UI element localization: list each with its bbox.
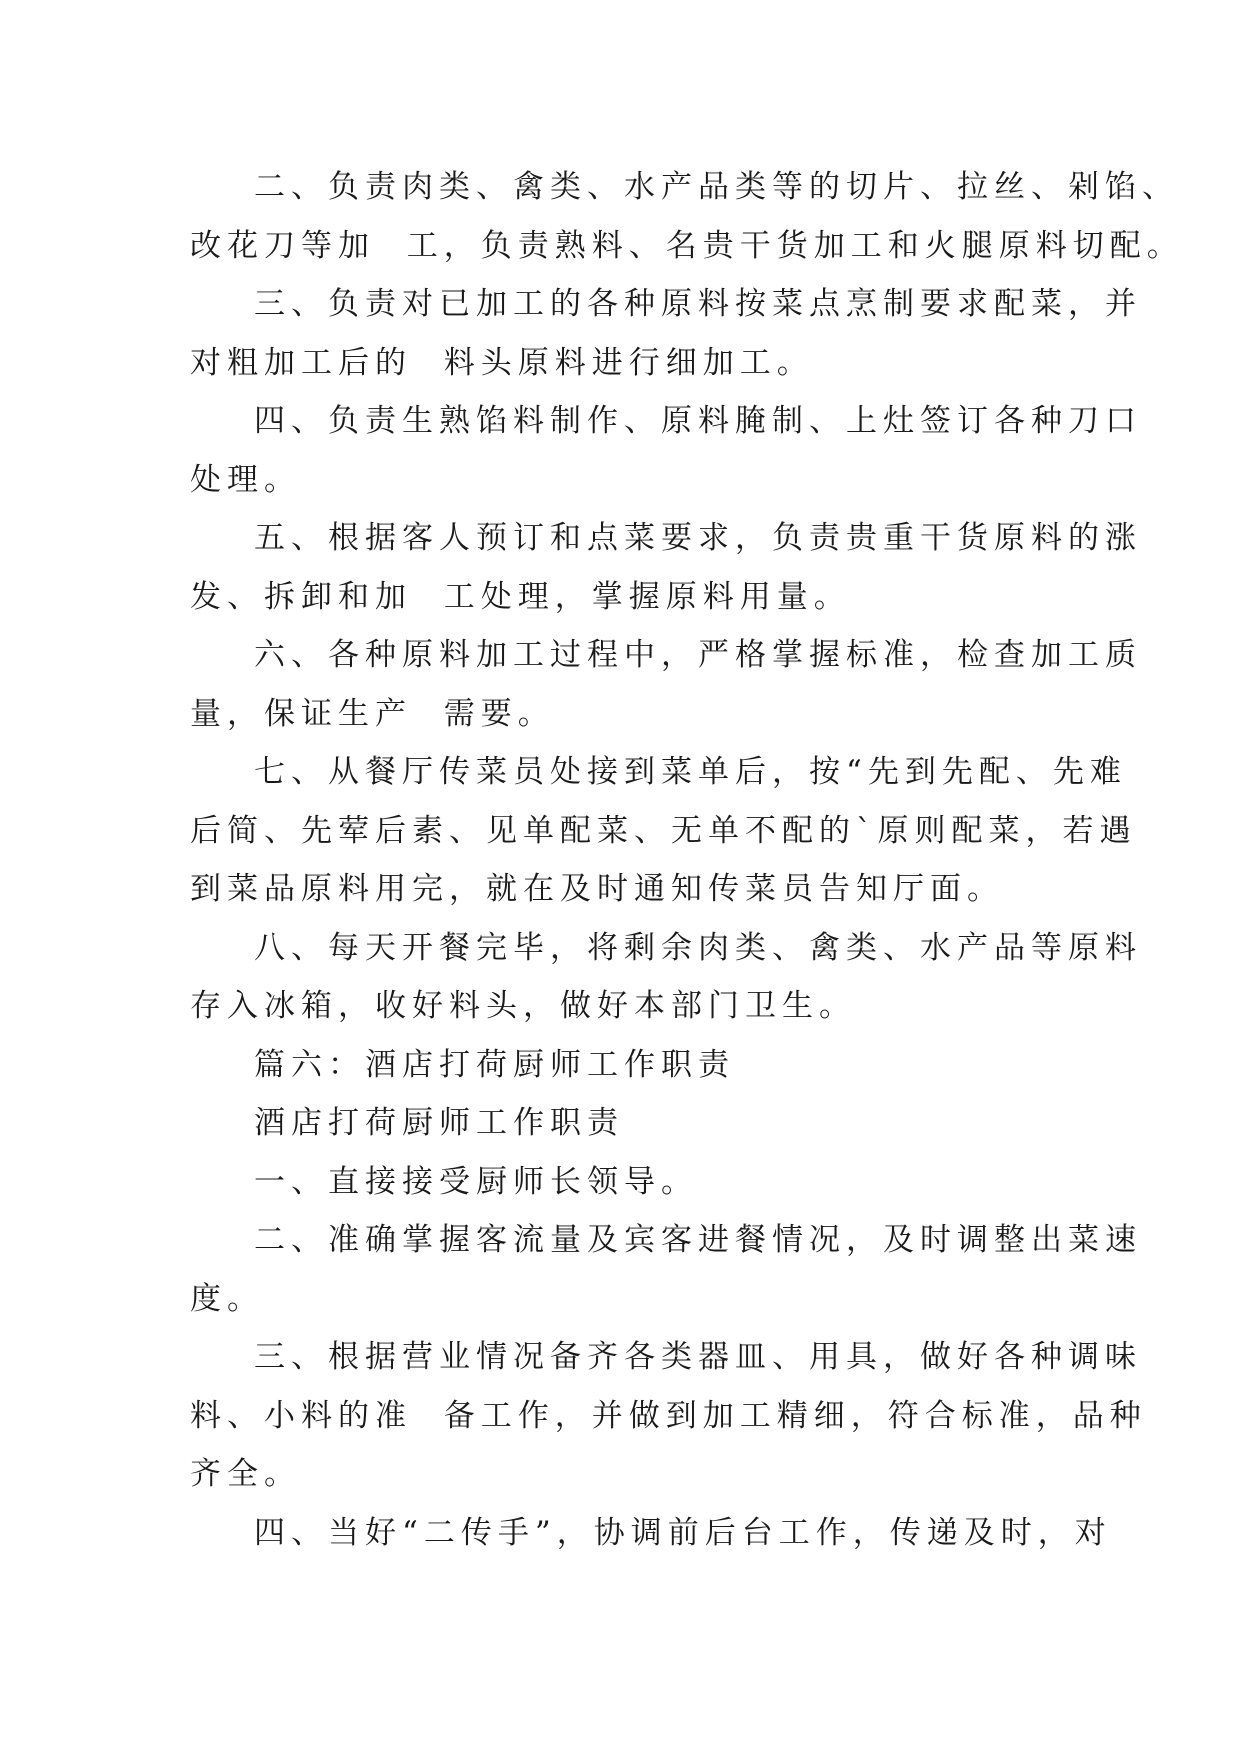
text-line: 齐全。	[190, 1456, 301, 1492]
text-line: 八、每天开餐完毕，将剩余肉类、禽类、水产品等原料	[254, 929, 1142, 966]
text-line: 处理。	[190, 461, 301, 498]
text-line: 料、小料的准 备工作，并做到加工精细，符合标准，品种	[190, 1397, 1147, 1434]
text-line: 一、直接接受厨师长领导。	[254, 1163, 698, 1200]
text-line: 改花刀等加 工，负责熟料、名贵干货加工和火腿原料切配。	[190, 227, 1184, 264]
text-line: 后简、先荤后素、见单配菜、无单不配的`原则配菜，若遇	[190, 812, 1137, 849]
text-line: 对粗加工后的 料头原料进行细加工。	[190, 344, 814, 381]
text-line: 二、准确掌握客流量及宾客进餐情况，及时调整出菜速	[254, 1222, 1142, 1258]
text-line: 三、负责对已加工的各种原料按菜点烹制要求配菜，并	[254, 286, 1142, 322]
section-heading: 篇六：酒店打荷厨师工作职责	[254, 1046, 735, 1083]
text-line: 五、根据客人预订和点菜要求，负责贵重干货原料的涨	[254, 520, 1142, 556]
text-line: 四、当好“二传手”，协调前后台工作，传递及时，对	[254, 1514, 1112, 1551]
text-line: 存入冰箱，收好料头，做好本部门卫生。	[190, 988, 856, 1024]
text-line: 六、各种原料加工过程中，严格掌握标准，检查加工质	[254, 637, 1142, 673]
text-line: 二、负责肉类、禽类、水产品类等的切片、拉丝、剁馅、	[254, 169, 1179, 205]
document-page	[190, 158, 1184, 1562]
text-line: 量，保证生产 需要。	[190, 695, 555, 732]
text-line: 发、拆卸和加 工处理，掌握原料用量。	[190, 578, 851, 615]
text-line: 三、根据营业情况备齐各类器皿、用具，做好各种调味	[254, 1339, 1142, 1375]
text-line: 到菜品原料用完，就在及时通知传菜员告知厅面。	[190, 871, 1004, 907]
section-title: 酒店打荷厨师工作职责	[254, 1105, 624, 1141]
text-line: 七、从餐厅传菜员处接到菜单后，按“先到先配、先难	[254, 754, 1127, 790]
text-line: 度。	[190, 1280, 264, 1317]
text-line: 四、负责生熟馅料制作、原料腌制、上灶签订各种刀口	[254, 403, 1142, 439]
